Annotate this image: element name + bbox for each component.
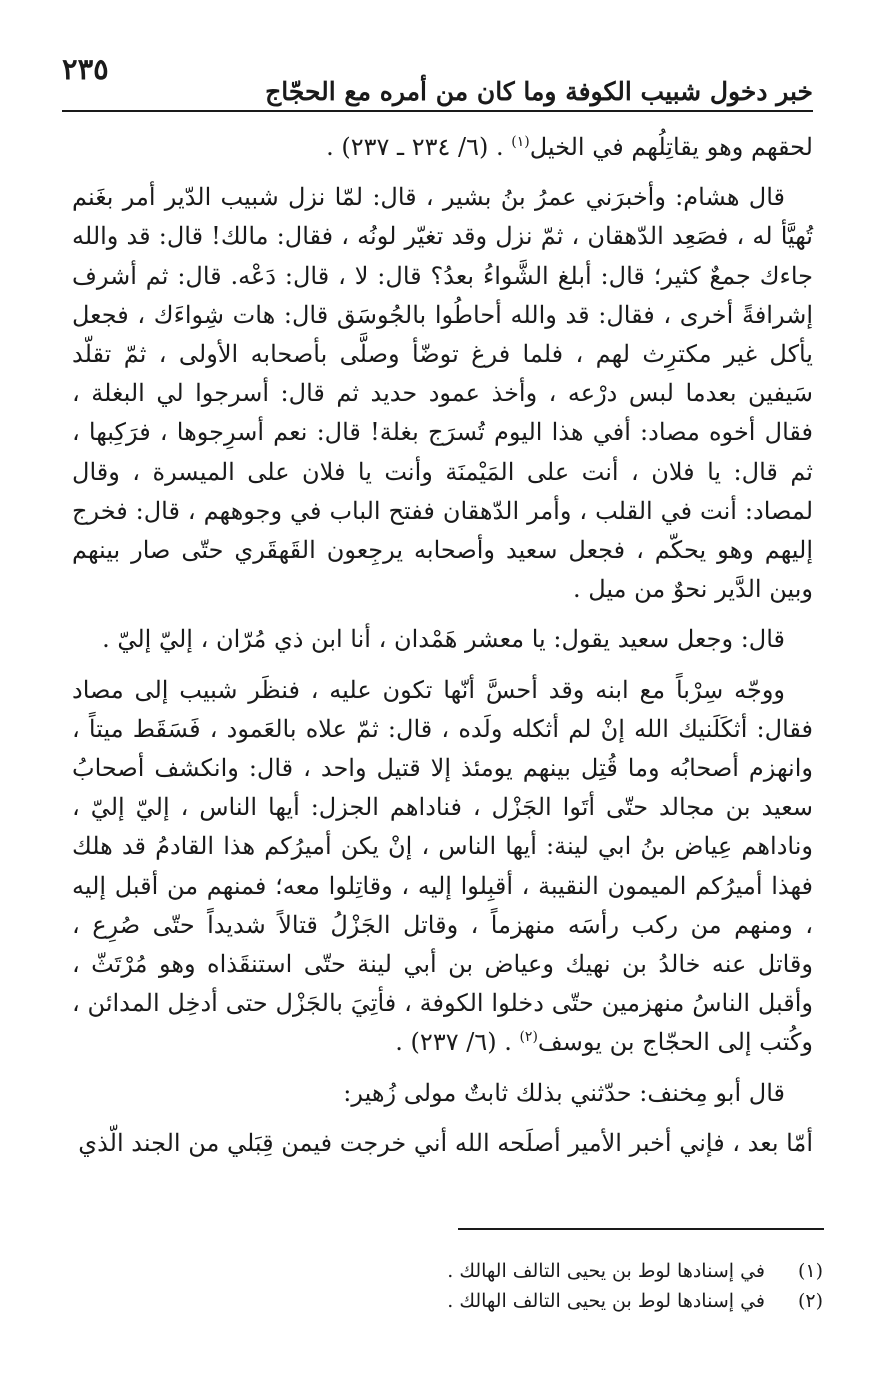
main-text xyxy=(72,128,813,1174)
footnote-text: في إسنادها لوط بن يحيى التالف الهالك . xyxy=(447,1260,765,1282)
footnote-text: في إسنادها لوط بن يحيى التالف الهالك . xyxy=(447,1290,765,1312)
footnote-number: (٢) xyxy=(797,1290,823,1312)
page-number: ٢٣٥ xyxy=(62,52,109,86)
paragraph xyxy=(72,671,813,1063)
footnote xyxy=(300,1286,823,1316)
paragraph: قال: وجعل سعيد يقول: يا معشر هَمْدان ، أنا ابن ذي مُرّان ، إليّ إليّ . xyxy=(102,625,785,654)
paragraph xyxy=(72,128,813,167)
footnote-number: (١) xyxy=(797,1260,823,1282)
paragraph-text: ووجّه سِرْباً مع ابنه وقد أحسَّ أنّها تكون عليه ، فنظَر شبيب إلى مصاد فقال: أثكَلَنيك الله إنْ لم أثكله ولَده ، قال: ثمّ علاه بالعَمود ، فَسَقَط ميتاً ، وانهزم أصحابُه وما قُتِل بينهم يومئذ إلا قتيل واحد ، قال: وانكشف أصحابُ سعيد بن مجالد حتّى أتَوا الجَزْل ، فناداهم الجزل: أيها الناس ، إليّ إليّ ، وناداهم عِياض بنُ ابي لينة: أيها الناس ، إنْ يكن أميرُكم هذا القادمُ قد هلك فهذا أميرُكم الميمون النقيبة ، أقبِلوا إليه ، وقاتِلوا معه؛ فمنهم من أقبل إليه ، ومنهم من ركب رأسَه منهزماً ، وقاتل الجَزْلُ قتالاً شديداً حتّى صُرِع ، وقاتل عنه خالدُ بن نهيك وعياض بن أبي لينة حتّى استنقَذاه وهو مُرْتَثّ ، وأقبل الناسُ منهزمين حتّى دخلوا الكوفة ، فأتِيَ بالجَزْل حتى أدخِل المدائن ، وكُتب إلى الحجّاج بن يوسف xyxy=(72,675,814,1057)
citation: . (٦/ ٢٣٤ ـ ٢٣٧) . xyxy=(326,133,512,161)
footnote xyxy=(300,1256,823,1286)
paragraph: قال هشام: وأخبرَني عمرُ بنُ بشير ، قال: لمّا نزل شبيب الدّير أمر بغَنم تُهيَّأ له ، فصَعِد الدّهقان ، ثمّ نزل وقد تغيّر لونُه ، فقال: مالك! قال: قد والله جاءك جمعٌ كثير؛ قال: أبلغ الشَّواءُ بعدُ؟ قال: لا ، قال: دَعْه. قال: ثم أشرف إشرافةً أخرى ، فقال: قد والله أحاطُوا بالجُوسَق قال: هات شِواءَك ، فجعل يأكل غير مكترِث لهم ، فلما فرغ توضّأ وصلَّى بأصحابه الأولى ، ثمّ تقلّد سَيفين بعدما لبس درْعه ، وأخذ عمود حديد ثم قال: أسرجوا لي البغلة ، فقال أخوه مصاد: أفي هذا اليوم تُسرَج بغلة! قال: نعم أسرِجوها ، فرَكِبها ، ثم قال: يا فلان ، أنت على المَيْمنَة وأنت يا فلان على الميسرة ، وقال لمصاد: أنت في القلب ، وأمر الدّهقان ففتح الباب في وجوههم ، قال: فخرج إليهم وهو يحكّم ، فجعل سعيد وأصحابه يرجِعون القَهقَري حتّى صار بينهم وبين الدَّير نحوٌ من ميل . xyxy=(72,183,814,604)
paragraph: قال أبو مِخنف: حدّثني بذلك ثابتٌ مولى زُهير: xyxy=(343,1078,785,1107)
citation: . (٦/ ٢٣٧) . xyxy=(395,1028,520,1057)
running-title: خبر دخول شبيب الكوفة وما كان من أمره مع الحجّاج xyxy=(265,77,813,106)
footnotes xyxy=(300,1256,823,1316)
page-header xyxy=(62,52,813,112)
footnote-reference: (٢) xyxy=(519,1029,538,1046)
footnote-reference: (١) xyxy=(511,134,530,150)
paragraph-text: لحقهم وهو يقاتِلُهم في الخيل xyxy=(529,133,813,161)
footnote-divider xyxy=(458,1228,824,1230)
paragraph: أمّا بعد ، فإني أخبر الأمير أصلَحه الله أني خرجت فيمن قِبَلي من الجند الّذي xyxy=(78,1128,813,1157)
